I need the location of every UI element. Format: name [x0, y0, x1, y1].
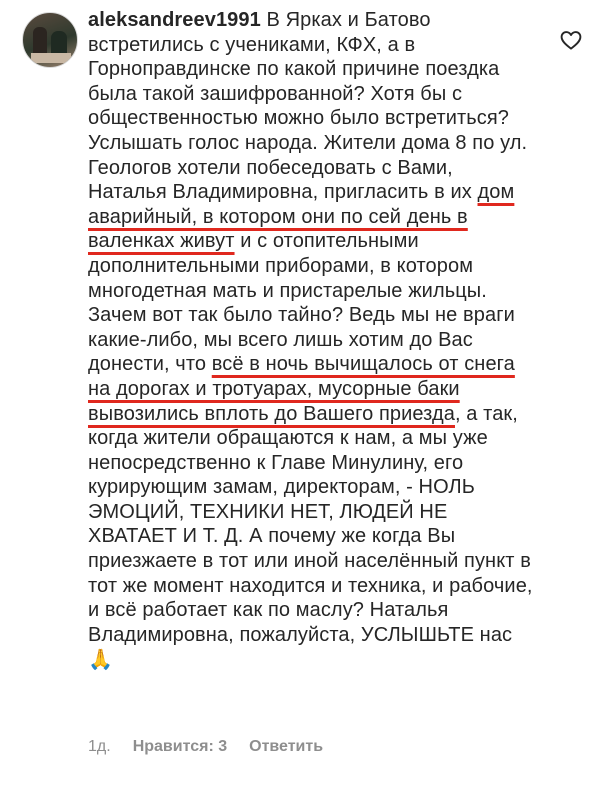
- comment-segment-underlined: всё в ночь вычищалось от снега на дорогах и тротуарах, мусорные баки вывозились вплоть до Вашего приезда: [88, 353, 515, 425]
- comment-segment: и с отопительными дополнительными приборами, в котором многодетная мать и пристарелые жильцы. Зачем вот так было тайно? Ведь мы не враги какие-либо, мы всего лишь хотим до Вас донести, что: [88, 230, 515, 376]
- comment-text: [88, 8, 536, 673]
- comment-likes[interactable]: Нравится: 3: [132, 738, 228, 755]
- avatar[interactable]: [22, 12, 78, 68]
- comment-segment-underlined: дом аварийный, в котором они по сей день в валенках живут: [88, 181, 515, 253]
- heart-icon: [559, 28, 583, 52]
- comment-time[interactable]: 1д.: [88, 738, 111, 755]
- folded-hands-emoji: 🙏: [88, 647, 114, 672]
- reply-button[interactable]: Ответить: [249, 738, 324, 755]
- avatar-figure: [31, 53, 71, 63]
- like-button[interactable]: [559, 28, 583, 52]
- comment-segment: В Ярках и Батово встретились с учениками, КФХ, а в Горноправдинске по какой причине поездка была такой зашифрованной? Хотя бы с общественностью можно было встретиться? Услышать голос народа. Жители дома 8 по ул. Геологов хотели побеседовать с Вами, Наталья Владимировна, пригласить в их: [88, 9, 528, 204]
- comment-meta: [88, 738, 323, 756]
- comment-segment: , а так, когда жители обращаются к нам, а мы уже непосредственно к Главе Минулину, его курирующим замам, директорам, - НОЛЬ ЭМОЦИЙ, ТЕХНИКИ НЕТ, ЛЮДЕЙ НЕ ХВАТАЕТ И Т. Д. А почему же когда Вы приезжаете в тот или иной населённый пункт в тот же момент находится и техника, и рабочие, и всё работает как по маслу? Наталья Владимировна, пожалуйста, УСЛЫШЬТЕ нас: [88, 402, 533, 646]
- comment-username[interactable]: aleksandreev1991: [88, 9, 261, 31]
